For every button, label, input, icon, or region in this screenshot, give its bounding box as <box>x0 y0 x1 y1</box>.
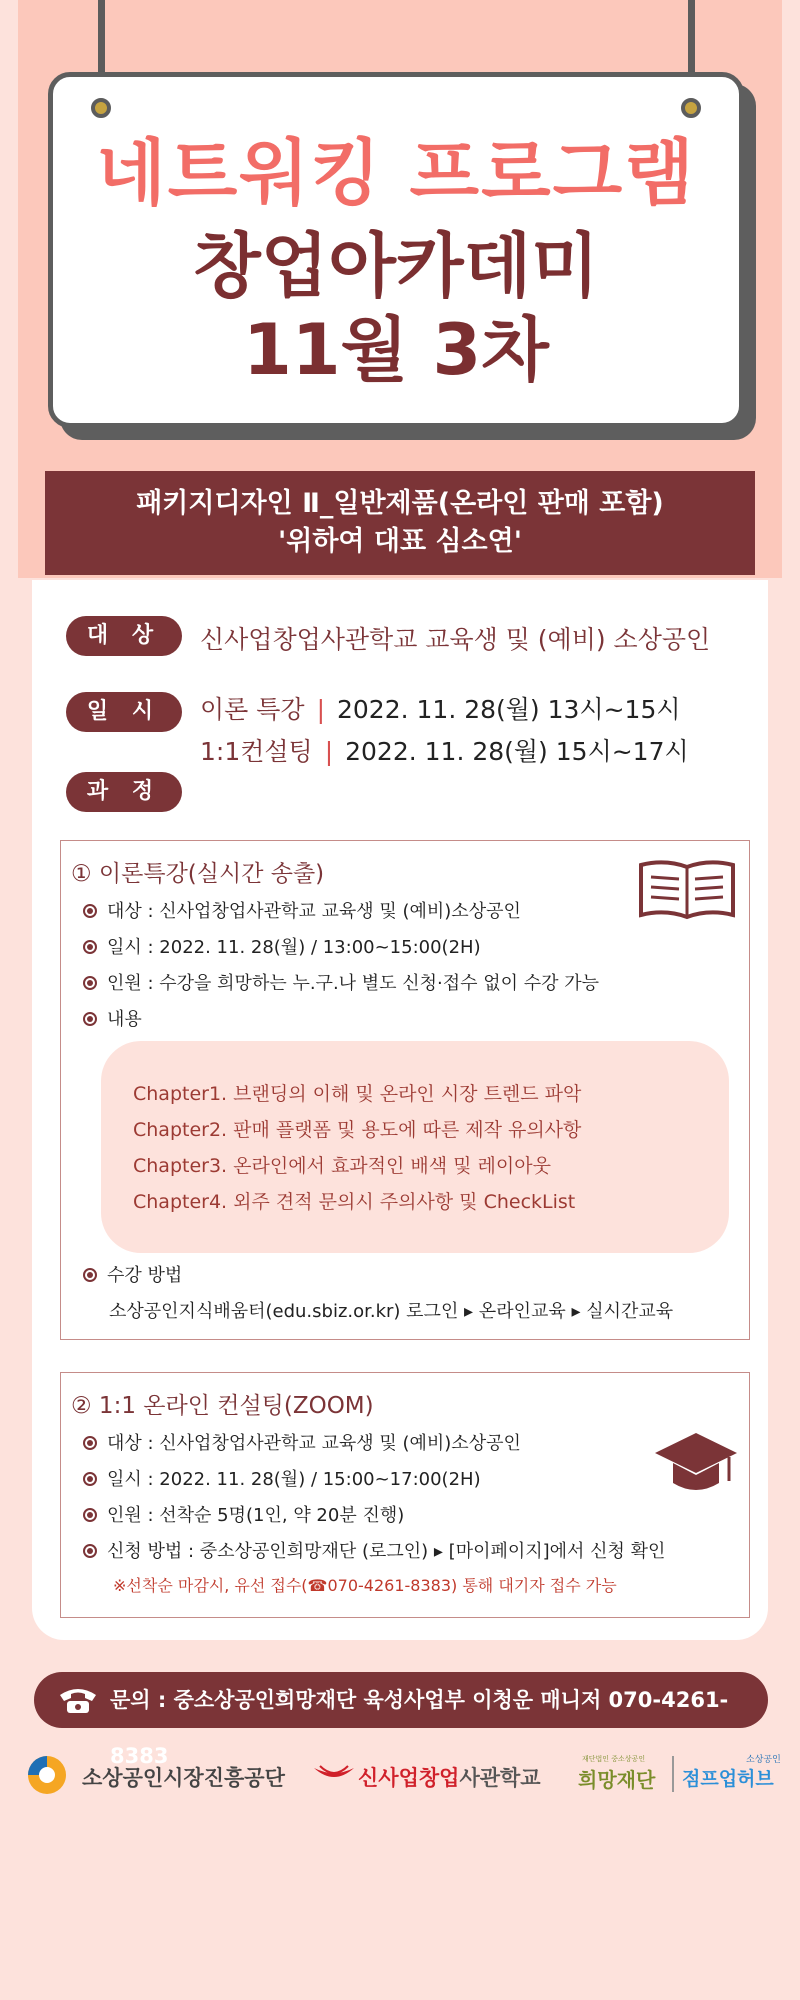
date-pill: 일 시 <box>66 692 182 732</box>
bullet-icon <box>83 1436 97 1450</box>
bullet-icon <box>83 940 97 954</box>
chapter-item: Chapter1. 브랜딩의 이해 및 온라인 시장 트렌드 파악 <box>133 1083 582 1105</box>
session-name: 이론 특강 <box>200 695 305 724</box>
program-2-note: ※선착순 마감시, 유선 접수(☎070-4261-8383) 통해 대기자 접수 가능 <box>113 1576 617 1595</box>
separator: | <box>316 695 325 724</box>
jumpup-logo-subtext: 소상공인 <box>746 1755 781 1765</box>
program-1-title: ① 이론특강(실시간 송출) <box>71 861 325 887</box>
lecture-subtitle <box>45 471 755 575</box>
bullet-icon <box>83 1472 97 1486</box>
program-1-content-label: 내용 <box>83 1005 142 1031</box>
program-1-date: 일시 : 2022. 11. 28(월) / 13:00~15:00(2H) <box>83 933 481 959</box>
book-icon <box>637 857 737 921</box>
target-pill: 대 상 <box>66 616 182 656</box>
wing-logo-icon <box>312 1764 356 1788</box>
program-1-target: 대상 : 신사업창업사관학교 교육생 및 (예비)소상공인 <box>83 897 521 923</box>
hanging-ring-right <box>681 98 701 118</box>
academy-logo-text: 신사업창업사관학교 <box>358 1766 541 1790</box>
program-2-date: 일시 : 2022. 11. 28(월) / 15:00~17:00(2H) <box>83 1465 481 1491</box>
program-2-apply: 신청 방법 : 중소상공인희망재단 (로그인) ▸ [마이페이지]에서 신청 확인 <box>83 1537 665 1563</box>
title-line-2: 창업아카데미 <box>193 225 599 307</box>
semas-logo-text: 소상공인시장진흥공단 <box>82 1766 285 1790</box>
bullet-icon <box>83 1012 97 1026</box>
session-datetime: 2022. 11. 28(월) 13시~15시 <box>337 695 681 724</box>
program-1-people: 인원 : 수강을 희망하는 누.구.나 별도 신청·접수 없이 수강 가능 <box>83 969 599 995</box>
title-line-1: 네트워킹 프로그램 <box>96 131 696 215</box>
chapter-list <box>101 1041 729 1253</box>
program-2-box <box>60 1372 750 1618</box>
chapter-item: Chapter2. 판매 플랫폼 및 용도에 따른 제작 유의사항 <box>133 1119 582 1141</box>
hope-logo-subtext: 재단법인 중소상공인 <box>582 1755 646 1763</box>
jumpup-logo-text: 점프업허브 <box>682 1768 774 1790</box>
subtitle-line-2: '위하여 대표 심소연' <box>278 526 522 557</box>
program-1-method-value: 소상공인지식배움터(edu.sbiz.or.kr) 로그인 ▸ 온라인교육 ▸ 실시간교육 <box>109 1301 674 1322</box>
program-1-method-label: 수강 방법 <box>83 1261 182 1287</box>
graduation-cap-icon <box>653 1429 739 1501</box>
bullet-icon <box>83 1544 97 1558</box>
contact-text: 문의 : 중소상공인희망재단 육성사업부 이청운 매니저 070-4261-8383 <box>110 1688 729 1768</box>
telephone-icon <box>58 1685 98 1715</box>
separator: | <box>324 737 334 766</box>
program-2-people: 인원 : 선착순 5명(1인, 약 20분 진행) <box>83 1501 404 1527</box>
session-name: 1:1컨설팅 <box>200 737 313 766</box>
course-pill: 과 정 <box>66 772 182 812</box>
title-line-3: 11월 3차 <box>243 309 549 391</box>
hanging-ring-left <box>91 98 111 118</box>
program-2-title: ② 1:1 온라인 컨설팅(ZOOM) <box>71 1393 374 1419</box>
sign-board <box>48 72 744 428</box>
logo-divider <box>672 1756 674 1792</box>
session-datetime: 2022. 11. 28(월) 15시~17시 <box>345 737 689 766</box>
chapter-item: Chapter3. 온라인에서 효과적인 배색 및 레이아웃 <box>133 1155 551 1177</box>
bullet-icon <box>83 1268 97 1282</box>
program-2-target: 대상 : 신사업창업사관학교 교육생 및 (예비)소상공인 <box>83 1429 521 1455</box>
bullet-icon <box>83 1508 97 1522</box>
hope-logo-text: 희망재단 <box>578 1768 656 1792</box>
bullet-icon <box>83 904 97 918</box>
program-1-box <box>60 840 750 1340</box>
target-value: 신사업창업사관학교 교육생 및 (예비) 소상공인 <box>200 625 711 654</box>
semas-logo-icon <box>24 1754 70 1796</box>
subtitle-line-1: 패키지디자인 Ⅱ_일반제품(온라인 판매 포함) <box>136 488 664 519</box>
bullet-icon <box>83 976 97 990</box>
session-line-1 <box>200 690 681 726</box>
session-line-2 <box>200 732 689 768</box>
chapter-item: Chapter4. 외주 견적 문의시 주의사항 및 CheckList <box>133 1191 576 1213</box>
